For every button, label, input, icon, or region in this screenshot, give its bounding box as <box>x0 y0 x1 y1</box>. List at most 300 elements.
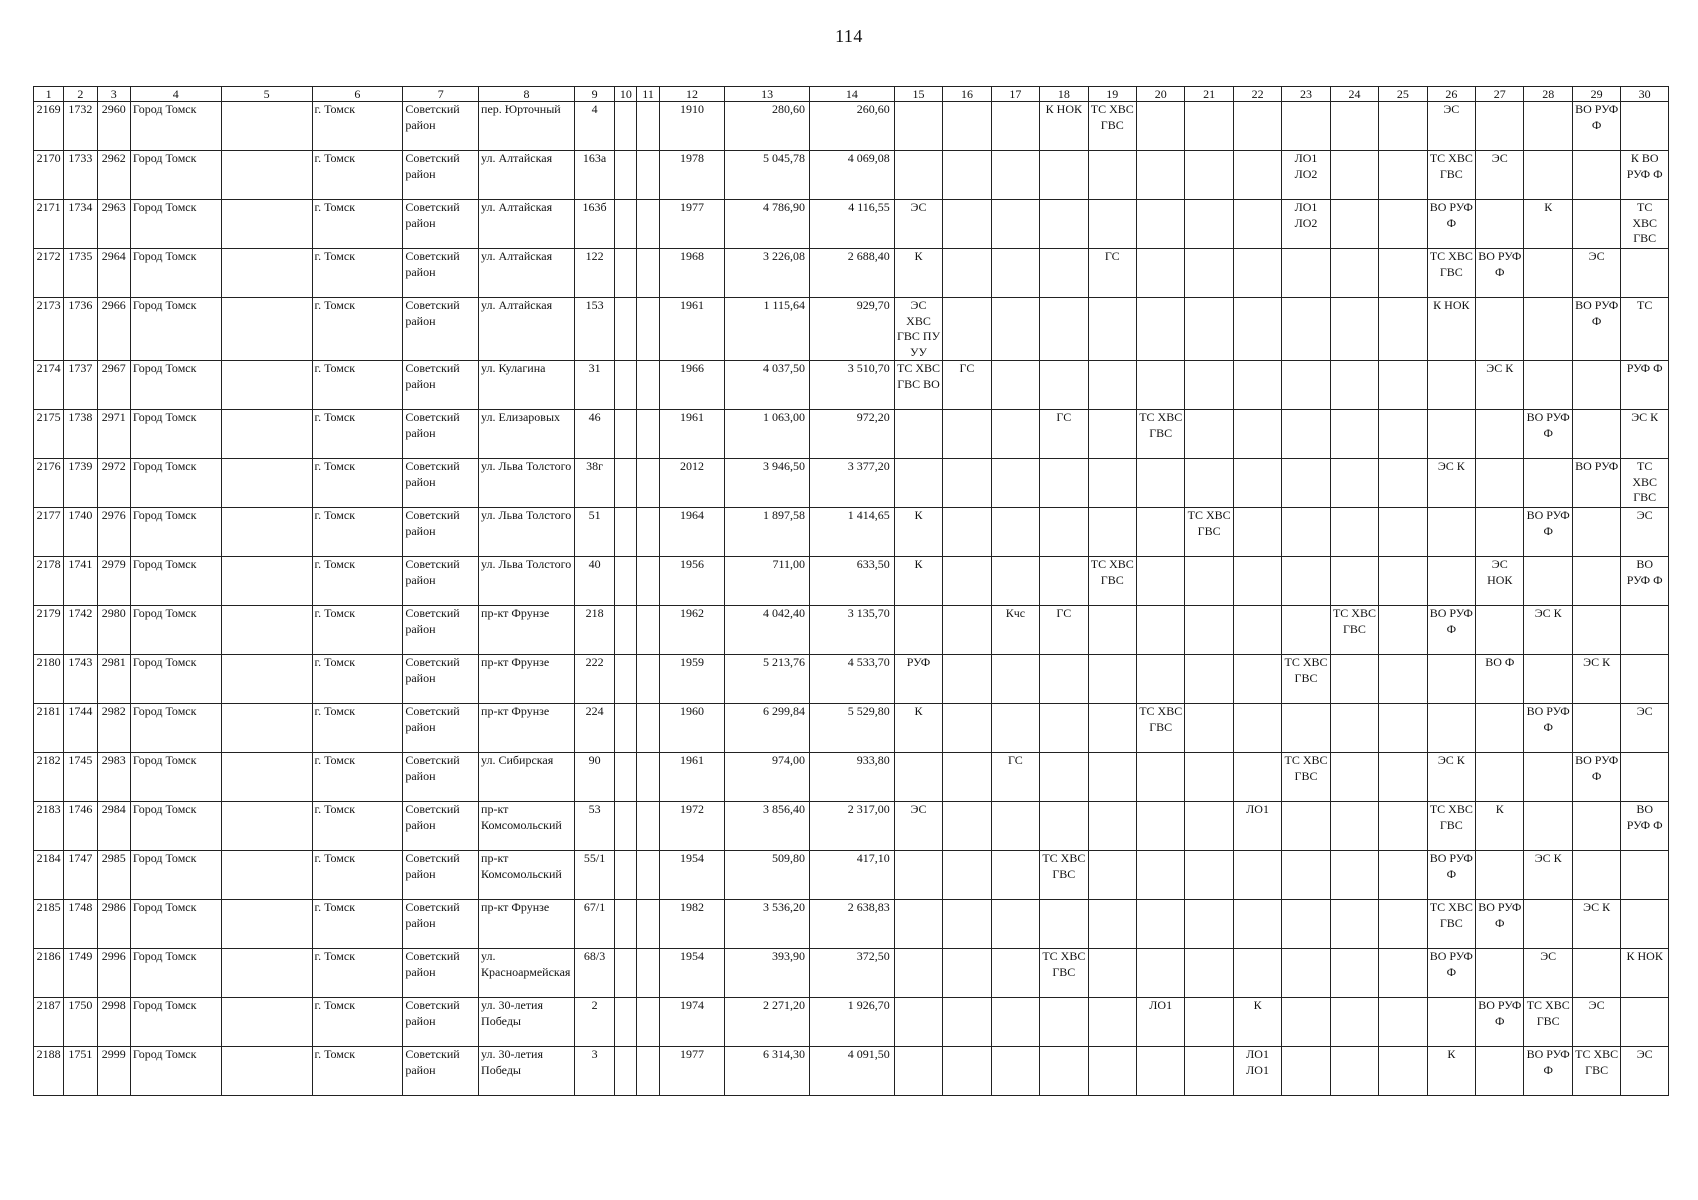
table-cell <box>1379 998 1427 1047</box>
table-cell <box>1379 753 1427 802</box>
table-cell: ЭС <box>1572 998 1620 1047</box>
table-cell <box>991 557 1039 606</box>
table-cell: К НОК <box>1427 298 1475 361</box>
table-cell: ТС ХВС ГВС <box>1427 151 1475 200</box>
table-cell: К НОК <box>1621 949 1669 998</box>
table-cell: 1 926,70 <box>810 998 895 1047</box>
table-row <box>34 606 1669 655</box>
table-cell: г. Томск <box>312 361 403 410</box>
table-cell <box>1572 508 1620 557</box>
table-cell: 2182 <box>34 753 64 802</box>
table-cell: 260,60 <box>810 102 895 151</box>
table-cell <box>1233 361 1281 410</box>
table-cell: Советский район <box>403 851 479 900</box>
table-cell: ГС <box>943 361 991 410</box>
column-header: 21 <box>1185 87 1233 102</box>
table-cell: Город Томск <box>130 410 221 459</box>
table-cell: ВО РУФ <box>1572 459 1620 508</box>
table-cell <box>221 704 312 753</box>
table-cell <box>1233 200 1281 249</box>
table-cell <box>1379 851 1427 900</box>
table-cell: Город Томск <box>130 298 221 361</box>
table-cell <box>1427 655 1475 704</box>
table-cell <box>615 802 637 851</box>
table-cell <box>221 1047 312 1096</box>
table-cell: ЭС К <box>1572 900 1620 949</box>
table-cell <box>1040 151 1088 200</box>
table-cell <box>943 249 991 298</box>
table-cell <box>1621 102 1669 151</box>
table-cell: 2 271,20 <box>725 998 810 1047</box>
table-cell: ЭС <box>1427 102 1475 151</box>
table-cell <box>637 753 659 802</box>
table-cell: ВО РУФ Ф <box>1427 851 1475 900</box>
table-cell: 53 <box>574 802 614 851</box>
table-cell <box>943 200 991 249</box>
table-cell: Советский район <box>403 102 479 151</box>
table-cell: ул. Льва Толстого <box>479 459 575 508</box>
table-cell: 46 <box>574 410 614 459</box>
column-header: 4 <box>130 87 221 102</box>
table-cell: 1 414,65 <box>810 508 895 557</box>
table-body <box>34 102 1669 1096</box>
table-cell <box>1088 704 1136 753</box>
table-cell: 68/3 <box>574 949 614 998</box>
table-cell <box>615 102 637 151</box>
table-cell: ГС <box>1040 606 1088 655</box>
table-cell: 1750 <box>64 998 97 1047</box>
table-cell: РУФ <box>894 655 942 704</box>
table-cell <box>1379 606 1427 655</box>
table-cell <box>1233 851 1281 900</box>
table-cell: 2986 <box>97 900 130 949</box>
table-cell <box>221 949 312 998</box>
table-cell: 3 856,40 <box>725 802 810 851</box>
table-cell: 1749 <box>64 949 97 998</box>
table-cell <box>637 655 659 704</box>
table-cell: 1954 <box>659 949 725 998</box>
table-cell <box>1233 459 1281 508</box>
table-cell: 2999 <box>97 1047 130 1096</box>
table-cell: ул. Елизаровых <box>479 410 575 459</box>
table-cell <box>1185 998 1233 1047</box>
table-cell: 2 688,40 <box>810 249 895 298</box>
table-cell <box>615 459 637 508</box>
table-cell <box>1185 410 1233 459</box>
table-cell <box>1572 557 1620 606</box>
table-cell: г. Томск <box>312 410 403 459</box>
column-header: 5 <box>221 87 312 102</box>
table-cell <box>1379 200 1427 249</box>
table-cell <box>991 102 1039 151</box>
table-cell: 1964 <box>659 508 725 557</box>
table-cell: 372,50 <box>810 949 895 998</box>
table-cell <box>943 949 991 998</box>
table-cell: 2998 <box>97 998 130 1047</box>
table-cell: 2172 <box>34 249 64 298</box>
table-cell <box>1282 102 1330 151</box>
table-cell <box>1136 557 1184 606</box>
table-cell: Город Томск <box>130 508 221 557</box>
table-cell <box>1185 753 1233 802</box>
table-cell: ВО РУФ Ф <box>1572 753 1620 802</box>
table-cell: Советский район <box>403 200 479 249</box>
table-cell: ВО РУФ Ф <box>1427 200 1475 249</box>
table-cell: К <box>1233 998 1281 1047</box>
table-cell <box>1233 606 1281 655</box>
table-cell <box>1282 298 1330 361</box>
table-cell: 2188 <box>34 1047 64 1096</box>
table-cell <box>637 557 659 606</box>
table-cell <box>1088 900 1136 949</box>
table-cell: 974,00 <box>725 753 810 802</box>
table-cell: г. Томск <box>312 1047 403 1096</box>
table-cell <box>1476 459 1524 508</box>
table-cell: г. Томск <box>312 200 403 249</box>
table-cell <box>221 753 312 802</box>
table-cell: Советский район <box>403 1047 479 1096</box>
table-cell <box>1330 998 1378 1047</box>
table-cell: ТС ХВС ГВС <box>1282 753 1330 802</box>
table-cell <box>943 606 991 655</box>
table-row <box>34 998 1669 1047</box>
table-cell <box>1040 802 1088 851</box>
table-cell <box>1088 151 1136 200</box>
table-cell <box>1524 249 1572 298</box>
table-cell: Советский район <box>403 508 479 557</box>
table-cell <box>1330 249 1378 298</box>
table-cell: ЭС <box>1621 1047 1669 1096</box>
table-cell: пр-кт Фрунзе <box>479 655 575 704</box>
table-cell <box>1476 949 1524 998</box>
table-cell: Советский район <box>403 410 479 459</box>
table-cell: 4 533,70 <box>810 655 895 704</box>
table-cell <box>615 655 637 704</box>
table-cell: Советский район <box>403 249 479 298</box>
table-cell: г. Томск <box>312 802 403 851</box>
table-cell <box>1379 508 1427 557</box>
table-cell <box>1282 410 1330 459</box>
table-cell: 122 <box>574 249 614 298</box>
table-cell: 1966 <box>659 361 725 410</box>
table-cell <box>1088 459 1136 508</box>
table-cell: Советский район <box>403 704 479 753</box>
table-cell <box>615 298 637 361</box>
table-cell: 1735 <box>64 249 97 298</box>
table-cell: 5 213,76 <box>725 655 810 704</box>
table-cell: ЭС <box>1621 704 1669 753</box>
table-cell <box>637 410 659 459</box>
table-cell <box>1282 802 1330 851</box>
table-cell <box>221 249 312 298</box>
table-row <box>34 151 1669 200</box>
column-header: 6 <box>312 87 403 102</box>
column-header: 11 <box>637 87 659 102</box>
table-cell: 55/1 <box>574 851 614 900</box>
table-cell: 4 037,50 <box>725 361 810 410</box>
table-cell <box>991 655 1039 704</box>
table-cell: г. Томск <box>312 151 403 200</box>
table-cell <box>943 753 991 802</box>
table-cell: 2984 <box>97 802 130 851</box>
table-cell <box>1040 557 1088 606</box>
table-cell: 2185 <box>34 900 64 949</box>
table-cell <box>1330 949 1378 998</box>
table-cell: 2985 <box>97 851 130 900</box>
table-cell: ул. Красноармейская <box>479 949 575 998</box>
table-cell: 224 <box>574 704 614 753</box>
table-cell: ЭС <box>1476 151 1524 200</box>
table-cell: 2996 <box>97 949 130 998</box>
column-header: 15 <box>894 87 942 102</box>
table-cell <box>894 1047 942 1096</box>
table-cell <box>1136 949 1184 998</box>
table-cell <box>637 802 659 851</box>
table-cell <box>943 508 991 557</box>
table-cell: 1972 <box>659 802 725 851</box>
table-cell <box>1233 949 1281 998</box>
table-cell: ВО РУФ Ф <box>1524 704 1572 753</box>
table-cell <box>1379 249 1427 298</box>
table-cell: г. Томск <box>312 249 403 298</box>
table-cell <box>1185 802 1233 851</box>
table-cell <box>1524 298 1572 361</box>
table-cell <box>221 151 312 200</box>
table-cell: ГС <box>1088 249 1136 298</box>
table-cell <box>1185 949 1233 998</box>
table-row <box>34 900 1669 949</box>
table-cell: Советский район <box>403 151 479 200</box>
table-cell: ЭС <box>1621 508 1669 557</box>
table-cell <box>1476 508 1524 557</box>
table-cell <box>894 606 942 655</box>
table-cell: ЭС <box>1572 249 1620 298</box>
table-cell: ЭС <box>894 802 942 851</box>
table-cell <box>221 298 312 361</box>
table-cell: ГС <box>991 753 1039 802</box>
table-cell <box>1185 606 1233 655</box>
table-cell <box>943 298 991 361</box>
table-cell <box>1330 459 1378 508</box>
table-cell <box>1136 900 1184 949</box>
table-cell: 31 <box>574 361 614 410</box>
table-cell <box>943 802 991 851</box>
table-cell: ТС ХВС ГВС <box>1185 508 1233 557</box>
table-cell <box>991 1047 1039 1096</box>
column-header: 20 <box>1136 87 1184 102</box>
column-header: 16 <box>943 87 991 102</box>
table-cell: ТС ХВС ГВС <box>1330 606 1378 655</box>
table-cell: г. Томск <box>312 655 403 704</box>
table-cell: ЭС ХВС ГВС ПУ УУ <box>894 298 942 361</box>
table-cell <box>637 606 659 655</box>
table-cell <box>615 151 637 200</box>
table-cell <box>1476 102 1524 151</box>
table-cell: ул. 30-летия Победы <box>479 998 575 1047</box>
table-cell <box>943 410 991 459</box>
table-cell: ЭС К <box>1476 361 1524 410</box>
table-cell: РУФ Ф <box>1621 361 1669 410</box>
table-cell: Город Томск <box>130 802 221 851</box>
table-cell <box>1330 508 1378 557</box>
table-cell <box>615 998 637 1047</box>
table-cell: 1744 <box>64 704 97 753</box>
table-cell: ТС ХВС ГВС <box>1524 998 1572 1047</box>
table-cell <box>991 459 1039 508</box>
table-cell: г. Томск <box>312 998 403 1047</box>
table-cell <box>1185 557 1233 606</box>
table-cell <box>1282 557 1330 606</box>
table-cell: ТС ХВС ГВС <box>1088 102 1136 151</box>
table-cell: 2982 <box>97 704 130 753</box>
table-cell: ВО РУФ Ф <box>1524 1047 1572 1096</box>
table-cell <box>1040 298 1088 361</box>
column-header: 28 <box>1524 87 1572 102</box>
table-cell <box>1330 753 1378 802</box>
table-cell <box>991 298 1039 361</box>
column-header: 19 <box>1088 87 1136 102</box>
table-cell: 2176 <box>34 459 64 508</box>
table-cell <box>1040 508 1088 557</box>
table-cell: пр-кт Комсомольский <box>479 802 575 851</box>
table-cell: 2169 <box>34 102 64 151</box>
table-cell <box>1524 900 1572 949</box>
table-cell: 1954 <box>659 851 725 900</box>
table-cell <box>1233 704 1281 753</box>
table-cell <box>1524 802 1572 851</box>
table-cell: Город Томск <box>130 753 221 802</box>
table-cell <box>991 851 1039 900</box>
table-cell <box>1330 557 1378 606</box>
table-cell <box>1379 361 1427 410</box>
table-cell <box>1476 851 1524 900</box>
table-row <box>34 508 1669 557</box>
table-cell: Город Томск <box>130 900 221 949</box>
column-header: 8 <box>479 87 575 102</box>
table-cell <box>1136 1047 1184 1096</box>
table-cell <box>1330 361 1378 410</box>
table-cell: ЭС К <box>1427 753 1475 802</box>
table-cell <box>943 655 991 704</box>
table-cell <box>1330 151 1378 200</box>
table-cell: К <box>894 249 942 298</box>
table-cell: 51 <box>574 508 614 557</box>
table-cell <box>1379 102 1427 151</box>
table-cell: ВО РУФ Ф <box>1476 900 1524 949</box>
table-cell: 153 <box>574 298 614 361</box>
table-cell <box>1379 900 1427 949</box>
table-cell: ТС ХВС ГВС <box>1621 200 1669 249</box>
table-cell <box>943 900 991 949</box>
table-cell: ул. Кулагина <box>479 361 575 410</box>
table-cell <box>637 900 659 949</box>
table-cell: ул. Алтайская <box>479 249 575 298</box>
table-cell: 1736 <box>64 298 97 361</box>
table-cell: 4 069,08 <box>810 151 895 200</box>
table-cell: 2184 <box>34 851 64 900</box>
table-cell <box>221 802 312 851</box>
table-cell: ЭС К <box>1572 655 1620 704</box>
table-cell: пр-кт Фрунзе <box>479 704 575 753</box>
table-cell <box>1185 1047 1233 1096</box>
table-cell <box>1185 151 1233 200</box>
table-cell <box>1427 410 1475 459</box>
table-cell <box>1088 655 1136 704</box>
table-cell <box>943 704 991 753</box>
table-row <box>34 102 1669 151</box>
table-cell: г. Томск <box>312 606 403 655</box>
table-cell <box>1572 361 1620 410</box>
table-cell <box>1572 802 1620 851</box>
table-cell: ЭС К <box>1621 410 1669 459</box>
table-cell: 1961 <box>659 753 725 802</box>
table-cell: ТС ХВС ГВС <box>1427 802 1475 851</box>
table-cell <box>637 508 659 557</box>
table-cell <box>221 459 312 508</box>
table-cell: К <box>894 704 942 753</box>
table-cell: 417,10 <box>810 851 895 900</box>
column-header: 17 <box>991 87 1039 102</box>
table-cell: 1747 <box>64 851 97 900</box>
table-cell: 1977 <box>659 200 725 249</box>
table-cell <box>1282 949 1330 998</box>
column-header: 9 <box>574 87 614 102</box>
table-cell <box>615 361 637 410</box>
table-cell: Советский район <box>403 606 479 655</box>
table-cell: г. Томск <box>312 851 403 900</box>
page-number: 114 <box>835 26 863 46</box>
column-header: 2 <box>64 87 97 102</box>
table-cell: 1739 <box>64 459 97 508</box>
table-cell: 933,80 <box>810 753 895 802</box>
table-cell: 3 135,70 <box>810 606 895 655</box>
table-cell <box>943 151 991 200</box>
table-cell <box>894 851 942 900</box>
table-cell <box>991 200 1039 249</box>
table-cell <box>1136 508 1184 557</box>
table-cell: 1742 <box>64 606 97 655</box>
table-cell: ТС ХВС ГВС <box>1427 249 1475 298</box>
table-cell: 2171 <box>34 200 64 249</box>
table-cell: 1960 <box>659 704 725 753</box>
registry-table <box>33 86 1669 1096</box>
column-header: 18 <box>1040 87 1088 102</box>
table-cell <box>637 200 659 249</box>
table-cell <box>1524 557 1572 606</box>
table-cell: 1740 <box>64 508 97 557</box>
table-cell <box>1088 361 1136 410</box>
table-cell: Советский район <box>403 557 479 606</box>
table-cell: 90 <box>574 753 614 802</box>
table-cell: Советский район <box>403 361 479 410</box>
table-cell <box>991 949 1039 998</box>
table-cell: ЭС <box>1524 949 1572 998</box>
table-cell: Город Томск <box>130 151 221 200</box>
table-cell: г. Томск <box>312 900 403 949</box>
table-cell: 2187 <box>34 998 64 1047</box>
table-cell: пр-кт Фрунзе <box>479 900 575 949</box>
table-row <box>34 802 1669 851</box>
table-cell: ул. Льва Толстого <box>479 557 575 606</box>
table-cell: 2183 <box>34 802 64 851</box>
table-cell <box>1330 851 1378 900</box>
table-cell <box>1136 606 1184 655</box>
table-cell: 40 <box>574 557 614 606</box>
table-cell: ТС ХВС ГВС <box>1040 949 1088 998</box>
table-cell <box>1379 410 1427 459</box>
table-cell: ЛО1 <box>1136 998 1184 1047</box>
table-cell <box>637 998 659 1047</box>
